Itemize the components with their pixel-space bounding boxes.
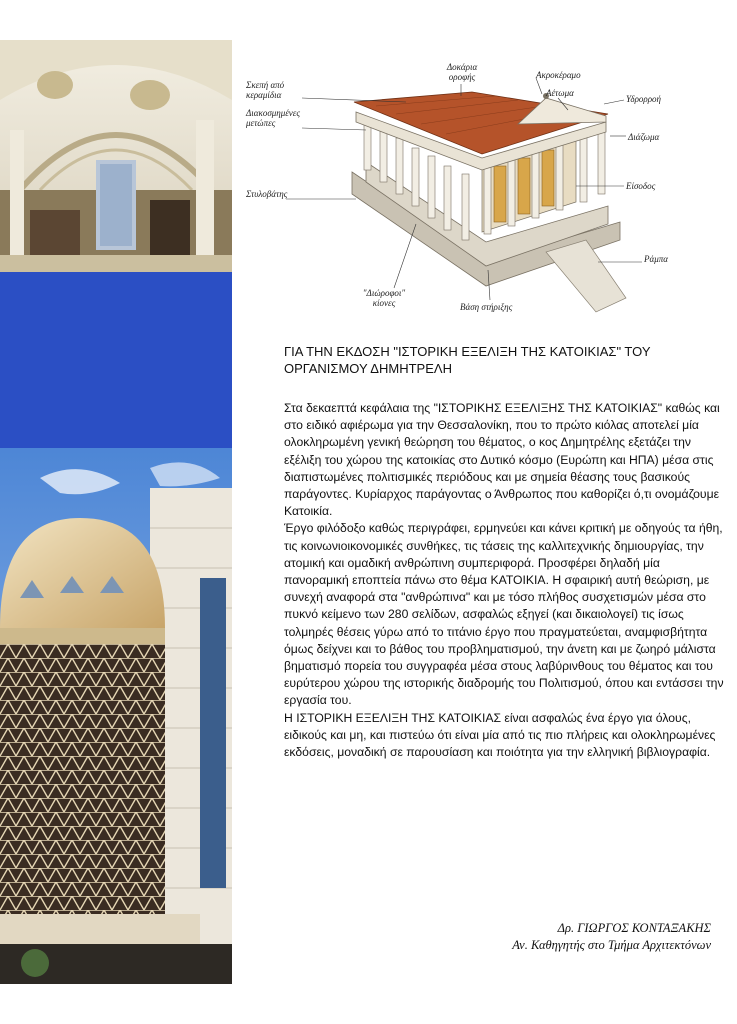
book-title-inline: "ΙΣΤΟΡΙΚΗΣ ΕΞΕΛΙΞΗΣ ΤΗΣ ΚΑΤΟΙΚΙΑΣ" (433, 401, 663, 415)
label-metopes: Διακοσμημένες μετώπες (246, 108, 301, 128)
dome-building-illustration (0, 448, 232, 984)
label-roof: Σκεπή από κεραμίδια (246, 80, 285, 100)
label-base: Βάση στήριξης (460, 302, 513, 312)
label-entrance: Είσοδος (626, 181, 656, 191)
temple-illustration (246, 62, 686, 322)
label-roof-beams: Δοκάρια οροφής (446, 62, 478, 82)
church-interior-photo (0, 40, 232, 272)
book-title-emphasis: Η ΙΣΤΟΡΙΚΗ ΕΞΕΛΙΞΗ ΤΗΣ ΚΑΤΟΙΚΙΑΣ (284, 710, 502, 725)
label-gutter: Υδρορροή (626, 94, 662, 104)
label-ramp: Ράμπα (644, 254, 668, 264)
paragraph-2: Έργο φιλόδοξο καθώς περιγράφει, ερμηνεύει και κάνει κριτική με οδηγούς τα ήθη, τις κοινωνιοικονομικές συνθήκες, τις τάσεις της καλλιτεχνικής δημιουργίας, την ατομική και ομαδική ανθρώπινη συμπεριφορά. Προσφέρει δηλαδή μία πανοραμική εποπτεία πάνω στο θέμα ΚΑΤΟΙΚΙΑ. Η σφαιρική αυτή θεώριση, με συνεχή αναφορά στα "ανθρώπινα" και με τόσο πλήθος συσχετισμών μέσα στο πυκνό κείμενο των 280 σελίδων, ασφαλώς εξηγεί (και δικαιολογεί) τις ίσως τολμηρές θέσεις γύρω από το τιτάνιο έργο που πραγματεύεται, αναμφισβήτητα όμως δείχνει και το βάθος του προβληματισμού, την άνετη και με ζωηρό μάλιστα βηματισμό πορεία του συγγραφέα μέσα στους λαβύρινθους του θέματος και του ευρύτερου χώρου της ιστορικής διαδρομής του Πολιτισμού, όπου και εντάσσει την εργασία του. (284, 521, 724, 708)
modern-building-photo (0, 448, 232, 984)
label-frieze: Διάζωμα (628, 132, 660, 142)
temple-diagram (246, 62, 686, 322)
signature-name: Δρ. ΓΙΩΡΓΟΣ ΚΟΝΤΑΞΑΚΗΣ (557, 921, 711, 935)
signature-block (512, 920, 711, 954)
blue-color-band (0, 272, 232, 448)
label-columns: "Διώροφοι" κίονες (362, 288, 406, 308)
left-image-column (0, 40, 232, 984)
church-interior-illustration (0, 40, 232, 272)
keyword-katoikia: ΚΑΤΟΙΚΙΑ (490, 573, 546, 588)
paragraph-3: Η ΙΣΤΟΡΙΚΗ ΕΞΕΛΙΞΗ ΤΗΣ ΚΑΤΟΙΚΙΑΣ είναι ασφαλώς ένα έργο για όλους, ειδικούς και μη, και πιστεύω ότι είναι μία από τις πιο πλήρεις και ολοκληρωμένες εκδόσεις, μοναδική σε παρουσίαση και ποιότητα για την ελληνική βιβλιογραφία. (284, 710, 716, 760)
label-pediment: Αέτωμα (546, 88, 574, 98)
label-stylobate: Στυλοβάτης (246, 189, 288, 199)
label-acroterion: Ακροκέραμο (536, 70, 581, 80)
paragraph-1: Στα δεκαεπτά κεφάλαια της "ΙΣΤΟΡΙΚΗΣ ΕΞΕΛΙΞΗΣ ΤΗΣ ΚΑΤΟΙΚΙΑΣ" καθώς και στο ειδικό αφιέρωμα για την Θεσσαλονίκη, που το πρώτο κιόλας αποτελεί μία ολοκληρωμένη γενική θεώρηση του θέματος, ο κος Δημητρέλης εξετάζει την εξέλιξη του χώρου της κατοικίας στο Δυτικό κόσμο (Ευρώπη και ΗΠΑ) μέσα στις διαπιστωμένες πολιτισμικές περιόδους και με σημεία θέασης τους βασικούς παράγοντες. Κυρίαρχος παράγοντας ο Άνθρωπος που καθορίζει ό,τι ονομάζουμε Κατοικία. (284, 401, 720, 519)
article-heading: ΓΙΑ ΤΗΝ ΕΚΔΟΣΗ "ΙΣΤΟΡΙΚΗ ΕΞΕΛΙΞΗ ΤΗΣ ΚΑΤΟΙΚΙΑΣ" ΤΟΥ ΟΡΓΑΝΙΣΜΟΥ ΔΗΜΗΤΡΕΛΗ (284, 344, 651, 376)
article-body (284, 400, 724, 761)
signature-role: Αν. Καθηγητής στο Τμήμα Αρχιτεκτόνων (512, 938, 711, 952)
